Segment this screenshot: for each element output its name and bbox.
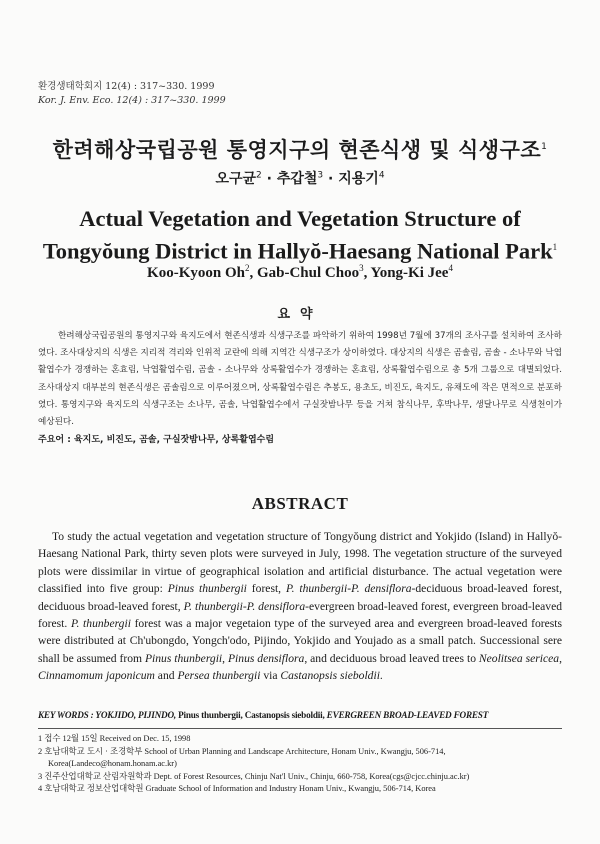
- footnotes: [38, 733, 564, 796]
- title-korean-text: 한려해상국립공원 통영지구의 현존식생 및 식생구조: [52, 138, 542, 162]
- species-name: Persea thunbergii: [177, 669, 261, 683]
- footnote: 2 호남대학교 도시 · 조경학부 School of Urban Planning and Landscape Architecture, Honam Univ., Kwangju, 506-714, Korea(Landeco@honam.honam.ac.kr): [38, 746, 446, 769]
- title-english-line-1: Actual Vegetation and Vegetation Structure of: [79, 206, 521, 231]
- title-korean: [0, 134, 600, 164]
- journal-citation-english: Kor. J. Env. Eco. 12(4) : 317~330. 1999: [38, 95, 226, 106]
- author-english-mark: 3: [359, 263, 364, 273]
- author-korean-mark: 4: [378, 170, 385, 181]
- author-korean-name: 지용기: [338, 171, 379, 187]
- korean-keywords-label: 주요어 :: [38, 435, 71, 445]
- abstract-text: ,: [222, 651, 228, 665]
- title-english-line-2-wrap: [0, 233, 600, 266]
- species-name: Neolitsea sericea: [478, 651, 560, 665]
- korean-keywords: [38, 432, 274, 445]
- author-english-name: Gab-Chul Choo: [256, 265, 360, 281]
- species-name: P. thunbergii-P. densiflora: [285, 582, 412, 596]
- author-separator: ·: [266, 171, 272, 187]
- abstract-text: and: [154, 669, 178, 683]
- title-english: [0, 204, 600, 266]
- species-name: Castanopsis sieboldii: [280, 669, 380, 683]
- english-abstract-heading: ABSTRACT: [251, 494, 349, 513]
- korean-abstract-heading: 요약: [277, 307, 323, 322]
- author-korean-name: 오구균: [215, 171, 257, 187]
- author-korean-mark: 2: [256, 170, 262, 181]
- authors-korean: [0, 168, 600, 188]
- abstract-text: -evergreen broad-leaved forest, evergreen broad-leaved forest.: [38, 599, 563, 631]
- species-name: Pinus thunbergii: [167, 582, 247, 596]
- abstract-text: forest was a major vegetaion type of the surveyed area and evergreen broad-leaved forests were distributed at Ch'ubongdo, Yongch'odo, Pijindo, Yokjido and Youjado as a small patch. Successional sere shall be assumed from: [38, 617, 563, 665]
- abstract-text: -deciduous broad-leaved forest, deciduous broad-leaved forest,: [38, 582, 562, 613]
- footnote: 3 진주산업대학교 산림자원학과 Dept. of Forest Resources, Chinju Nat'l Univ., Chinju, 660-758, Korea(cgs@cjcc.chinju.ac.kr): [38, 771, 470, 781]
- abstract-text: To study the actual vegetation and vegetation structure of Tongyŏung district and Yokjido (Island) in Hallyŏ-Haesang National Park, thirty seven plots were surveyed in July, 1998. The vegetation structure of the surveyed plots were dissimilar in virtue of geographical isolation and artificial disturbance. The actual vegetation were classified into five group:: [38, 530, 562, 596]
- species-name: Cinnamomum japonicum: [38, 669, 155, 683]
- abstract-text: .: [379, 669, 383, 683]
- abstract-text: via: [260, 669, 281, 683]
- korean-keywords-terms: 육지도, 비진도, 곰솔, 구실잣밤나무, 상록활엽수림: [73, 435, 275, 445]
- abstract-text: ,: [559, 651, 562, 665]
- abstract-text: forest,: [246, 582, 286, 596]
- title-english-line-2: Tongyŏung District in Hallyŏ-Haesang National Park: [42, 238, 553, 264]
- english-keywords: [38, 710, 488, 720]
- author-korean-name: 추갑철: [276, 171, 318, 187]
- author-korean-mark: 3: [317, 170, 324, 181]
- english-keywords-species: Pinus thunbergii, Castanopsis sieboldii,: [178, 710, 327, 720]
- english-keywords-end: EVERGREEN BROAD-LEAVED FOREST: [326, 710, 489, 720]
- authors-english: [0, 263, 600, 282]
- title-english-footnote-mark: 1: [552, 242, 558, 252]
- journal-citation: [38, 80, 226, 108]
- species-name: Pinus thunbergii: [144, 651, 223, 665]
- footnote: 1 접수 12월 15일 Received on Dec. 15, 1998: [38, 734, 191, 743]
- species-name: P. thunbergii: [70, 617, 131, 631]
- footnote-divider: [38, 728, 562, 729]
- author-english-mark: 4: [448, 263, 453, 273]
- author-english-mark: 2: [244, 263, 250, 273]
- abstract-text: , and deciduous broad leaved trees to: [304, 651, 479, 665]
- author-english-name: Yong-Ki Jee: [370, 265, 449, 281]
- author-separator: ·: [328, 171, 334, 187]
- footnote: 4 호남대학교 정보산업대학원 Graduate School of Information and Industry Honam Univ., Kwangju, 506-714, Korea: [38, 784, 436, 794]
- journal-citation-korean: 환경생태학회지 12(4) : 317~330. 1999: [38, 81, 215, 92]
- english-keywords-label: KEY WORDS : YOKJIDO, PIJINDO,: [38, 710, 179, 720]
- species-name: P. thunbergii-P. densiflora: [183, 599, 306, 613]
- author-english-name: Koo-Kyoon Oh: [147, 265, 245, 281]
- author-separator: ,: [363, 265, 371, 281]
- title-korean-footnote-mark: 1: [541, 142, 548, 152]
- korean-abstract-body: 한려해상국립공원의 통영지구와 육지도에서 현존식생과 식생구조를 파악하기 위하여 1998년 7월에 37개의 조사구를 설치하여 조사하였다. 조사대상지의 식생은 지리적 격리와 인위적 교란에 의해 지역간 식생구조가 상이하였다. 대상지의 식생은 곰솔림, 곰솔 - 소나무와 낙엽활엽수가 경쟁하는 혼효림, 낙엽활엽수림, 곰솔 - 소나무와 상록활엽수가 경쟁하는 혼효림, 상록활엽수림으로 총 5개 그룹으로 대별되었다. 조사대상지 대부분의 현존식생은 곰솔림으로 이루어졌으며, 상록활엽수림은 추봉도, 용초도, 비진도, 육지도, 유채도에 작은 면적으로 분포하였다. 통영지구와 육지도의 식생구조는 소나무, 곰솔, 낙엽활엽수에서 구실잣밤나무 등을 거쳐 참식나무, 후박나무, 생달나무로 식생천이가 예상된다.: [38, 331, 562, 428]
- species-name: Pinus densiflora: [227, 651, 305, 665]
- english-abstract-body: [38, 528, 562, 685]
- author-separator: ,: [249, 265, 257, 281]
